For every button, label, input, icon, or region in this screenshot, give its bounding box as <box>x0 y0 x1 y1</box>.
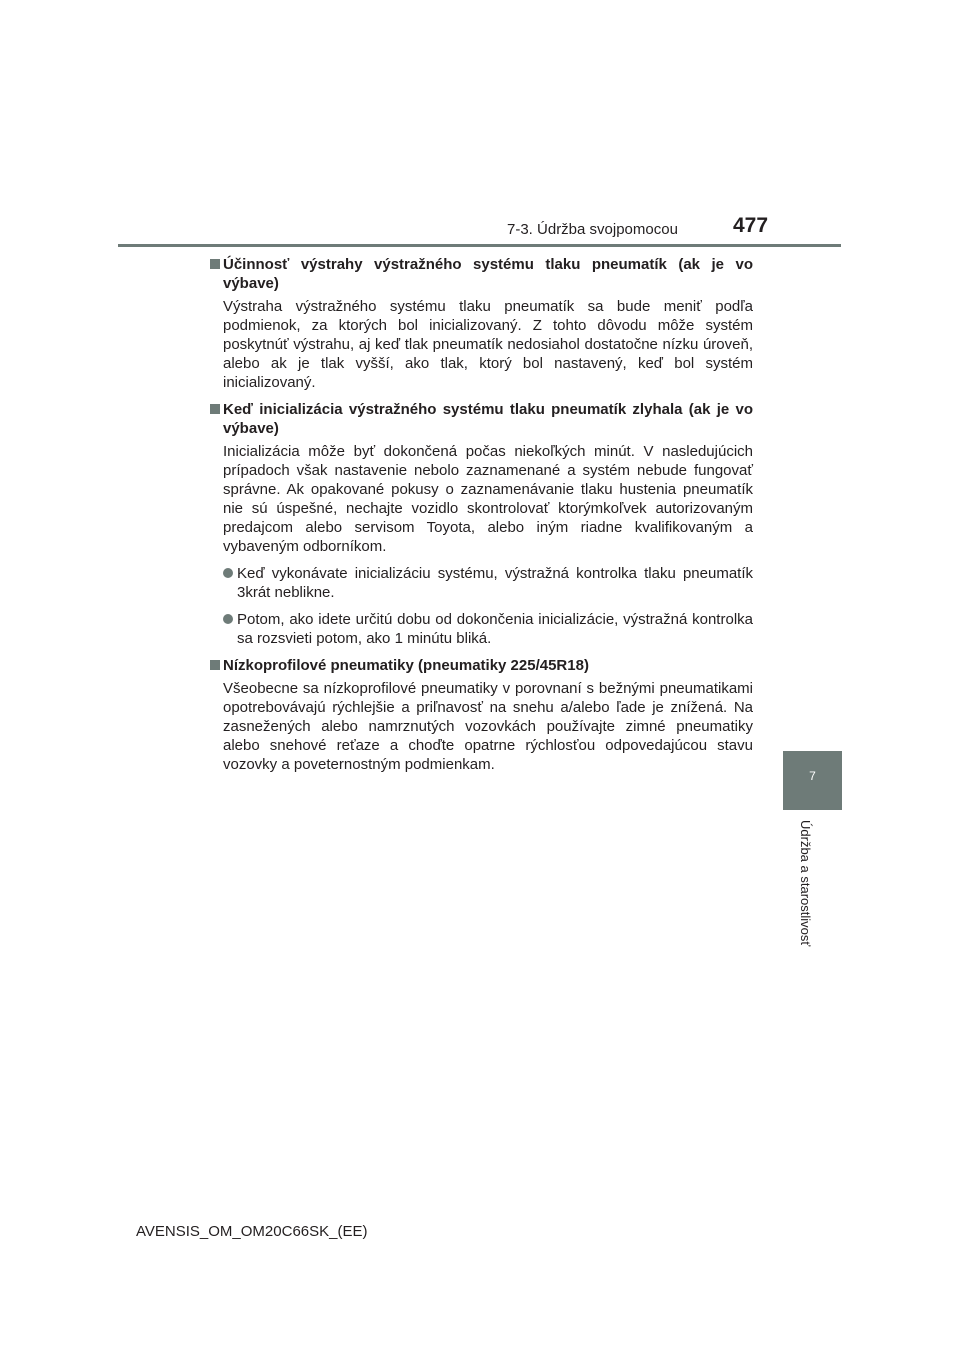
section-heading <box>209 656 753 675</box>
section-heading <box>209 400 753 438</box>
heading-text: Keď inicializácia výstražného systému tlaku pneumatík zlyhala (ak je vo výbave) <box>223 401 753 437</box>
section-tpms-warning-performance <box>209 255 753 392</box>
list-item <box>223 610 753 648</box>
section-paragraph: Výstraha výstražného systému tlaku pneumatík sa bude meniť podľa podmienok, za ktorých bol inicializovaný. Z tohto dôvodu môže systém poskytnúť výstrahu, aj keď tlak pneumatík nedosiahol dostatočne nízku úroveň, alebo ak je tlak vyšší, ako tlak, ktorý bol nastavený, keď bol systém inicializovaný. <box>223 298 753 391</box>
round-bullet-icon <box>223 614 233 624</box>
section-low-profile-tires <box>209 656 753 774</box>
section-initialization-failed <box>209 400 753 648</box>
heading-text: Účinnosť výstrahy výstražného systému tlaku pneumatík (ak je vo výbave) <box>223 256 753 292</box>
section-paragraph: Inicializácia môže byť dokončená počas niekoľkých minút. V nasledujúcich prípadoch však nastavenie nebolo zaznamenané a systém nebude fungovať správne. Ak opakované pokusy o zaznamenávanie tlaku hustenia pneumatík nie sú úspešné, nechajte vozidlo skontrolovať ktorýmkoľvek autorizovaným predajcom alebo servisom Toyota, alebo iným riadne kvalifikovaným a vybaveným odborníkom. <box>223 443 753 555</box>
section-heading <box>209 255 753 293</box>
list-item <box>223 564 753 602</box>
round-bullet-icon <box>223 568 233 578</box>
heading-text: Nízkoprofilové pneumatiky (pneumatiky 225/45R18) <box>223 657 589 674</box>
document-code: AVENSIS_OM_OM20C66SK_(EE) <box>136 1223 368 1240</box>
list-item-text: Potom, ako idete určitú dobu od dokončenia inicializácie, výstražná kontrolka sa rozsvieti potom, ako 1 minútu bliká. <box>237 611 753 647</box>
chapter-title: Údržba a starostlivosť <box>798 820 813 947</box>
section-title: 7-3. Údržba svojpomocou <box>507 221 678 238</box>
square-bullet-icon <box>210 404 220 414</box>
main-content <box>209 255 753 782</box>
square-bullet-icon <box>210 259 220 269</box>
chapter-number: 7 <box>809 769 816 783</box>
list-item-text: Keď vykonávate inicializáciu systému, výstražná kontrolka tlaku pneumatík 3krát neblikne. <box>237 565 753 601</box>
chapter-tab <box>783 751 842 810</box>
page-number: 477 <box>733 214 769 237</box>
section-paragraph: Všeobecne sa nízkoprofilové pneumatiky v porovnaní s bežnými pneumatikami opotrebovávajú rýchlejšie a priľnavosť na snehu a/alebo ľade je znížená. Na zasnežených alebo namrznutých vozovkách používajte zimné pneumatiky alebo snehové reťaze a choďte opatrne rýchlosťou odpovedajúcou stavu vozovky a poveternostným podmienkam. <box>223 680 753 773</box>
square-bullet-icon <box>210 660 220 670</box>
header-divider <box>118 244 841 247</box>
